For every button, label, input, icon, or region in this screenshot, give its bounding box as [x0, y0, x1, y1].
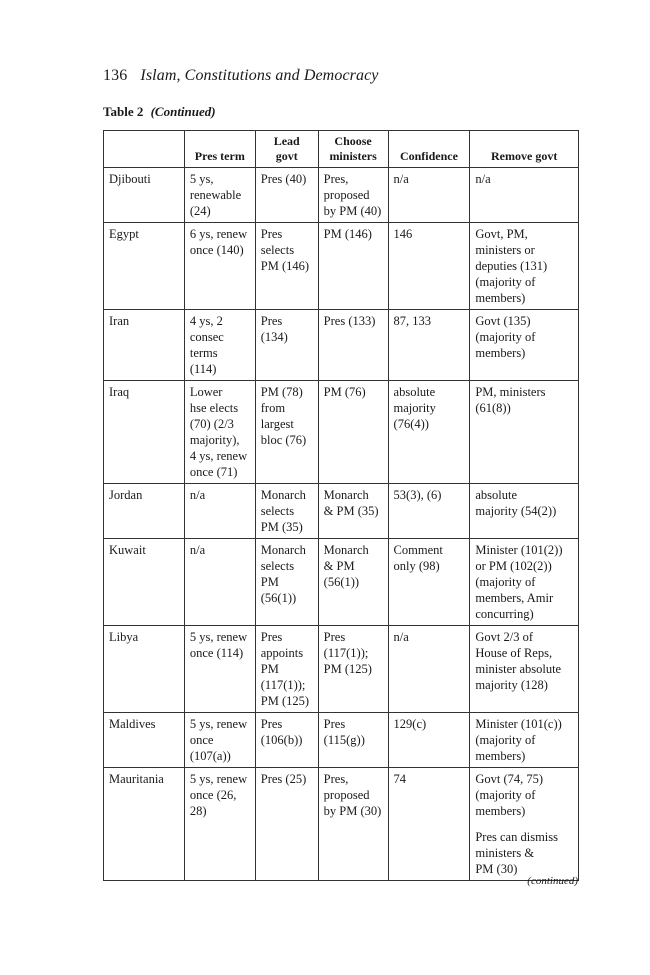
cell-line: (76(4)): [393, 417, 429, 431]
cell-line: (115(g)): [323, 733, 365, 747]
cell-line: 5 ys,: [189, 172, 214, 186]
cell-line: 53(3), (6): [393, 488, 442, 502]
cell-line: 74: [393, 772, 407, 786]
cell-paragraph: [475, 829, 574, 877]
cell-line: once (71): [189, 465, 238, 479]
cell-line: Pres: [260, 314, 283, 328]
cell-line: n/a: [189, 488, 206, 502]
cell-line: 146: [393, 227, 413, 241]
confidence-cell: [388, 539, 470, 626]
cell-line: Pres: [323, 630, 346, 644]
table-body: [104, 168, 579, 881]
choose-ministers-cell: [318, 381, 388, 484]
pres-term-cell: [184, 484, 255, 539]
cell-line: bloc (76): [260, 433, 307, 447]
remove-govt-cell: [470, 484, 579, 539]
confidence-cell: [388, 168, 470, 223]
lead-govt-cell: [255, 768, 318, 881]
choose-ministers-cell: [318, 310, 388, 381]
cell-line: & PM: [323, 559, 355, 573]
table-row: [104, 310, 579, 381]
cell-line: PM (35): [260, 520, 303, 534]
cell-line: once (114): [189, 646, 244, 660]
choose-ministers-cell: [318, 768, 388, 881]
cell-line: selects: [260, 559, 295, 573]
cell-paragraph: [475, 542, 574, 622]
cell-line: concurring): [475, 607, 534, 621]
cell-line: Pres: [323, 717, 346, 731]
table-caption-label: Table 2: [103, 104, 144, 119]
cell-line: (majority of: [475, 330, 536, 344]
country-cell: Iran: [104, 310, 185, 381]
cell-line: or PM (102(2)): [475, 559, 552, 573]
cell-line: (107(a)): [189, 749, 231, 763]
cell-line: Comment: [393, 543, 443, 557]
lead-govt-cell: [255, 381, 318, 484]
column-header-line: govt: [275, 149, 298, 163]
cell-line: Minister (101(2)): [475, 543, 563, 557]
cell-line: by PM (40): [323, 204, 382, 218]
table-caption: [103, 104, 216, 120]
cell-line: appoints: [260, 646, 304, 660]
cell-line: members): [475, 804, 526, 818]
table-row: [104, 768, 579, 881]
choose-ministers-cell: [318, 223, 388, 310]
cell-line: PM: [260, 575, 279, 589]
cell-line: (106(b)): [260, 733, 303, 747]
country-cell: Mauritania: [104, 768, 185, 881]
cell-line: 6 ys, renew: [189, 227, 248, 241]
cell-line: majority (128): [475, 678, 548, 692]
cell-line: PM (125): [323, 662, 372, 676]
cell-line: terms: [189, 346, 218, 360]
cell-line: PM (76): [323, 385, 366, 399]
governance-table: [103, 130, 579, 881]
cell-paragraph: [475, 629, 574, 693]
cell-line: members): [475, 291, 526, 305]
column-header-line: Lead: [273, 134, 300, 148]
cell-line: 4 ys, 2: [189, 314, 223, 328]
continued-note: (continued): [527, 875, 578, 887]
cell-line: proposed: [323, 188, 370, 202]
cell-line: House of Reps,: [475, 646, 553, 660]
cell-line: 5 ys, renew: [189, 717, 248, 731]
country-cell: Egypt: [104, 223, 185, 310]
cell-line: Pres can dismiss: [475, 830, 558, 844]
lead-govt-cell: [255, 713, 318, 768]
cell-line: Pres (40): [260, 172, 307, 186]
cell-line: (61(8)): [475, 401, 511, 415]
cell-line: (majority of: [475, 575, 536, 589]
cell-line: PM (146): [323, 227, 372, 241]
cell-line: (majority of: [475, 733, 536, 747]
column-header-pres-term: [184, 131, 255, 168]
cell-line: (117(1));: [260, 678, 306, 692]
cell-line: Govt, PM,: [475, 227, 528, 241]
pres-term-cell: [184, 626, 255, 713]
confidence-cell: [388, 381, 470, 484]
choose-ministers-cell: [318, 484, 388, 539]
cell-line: (majority of: [475, 788, 536, 802]
pres-term-cell: [184, 168, 255, 223]
cell-line: (56(1)): [260, 591, 297, 605]
column-header-line: Choose: [334, 134, 372, 148]
cell-line: largest: [260, 417, 294, 431]
cell-line: 28): [189, 804, 207, 818]
cell-line: n/a: [189, 543, 206, 557]
table-row: [104, 223, 579, 310]
cell-line: Pres,: [323, 772, 349, 786]
column-header-line: Remove govt: [491, 149, 558, 163]
cell-line: Govt (135): [475, 314, 531, 328]
remove-govt-cell: [470, 310, 579, 381]
lead-govt-cell: [255, 626, 318, 713]
confidence-cell: [388, 223, 470, 310]
cell-line: Pres: [260, 717, 283, 731]
cell-line: Monarch: [260, 488, 306, 502]
cell-line: PM, ministers: [475, 385, 546, 399]
cell-line: 129(c): [393, 717, 427, 731]
cell-line: Pres (25): [260, 772, 307, 786]
cell-line: PM (30): [475, 862, 518, 876]
table-row: [104, 381, 579, 484]
table-row: [104, 713, 579, 768]
cell-line: Pres,: [323, 172, 349, 186]
cell-line: Monarch: [323, 543, 369, 557]
cell-line: (134): [260, 330, 288, 344]
running-head: [103, 67, 378, 85]
country-cell: Jordan: [104, 484, 185, 539]
country-cell: Kuwait: [104, 539, 185, 626]
pres-term-cell: [184, 310, 255, 381]
cell-line: (117(1));: [323, 646, 369, 660]
choose-ministers-cell: [318, 713, 388, 768]
cell-line: Govt 2/3 of: [475, 630, 533, 644]
lead-govt-cell: [255, 310, 318, 381]
pres-term-cell: [184, 223, 255, 310]
column-header-line: ministers: [329, 149, 377, 163]
choose-ministers-cell: [318, 539, 388, 626]
remove-govt-cell: [470, 626, 579, 713]
cell-line: PM (125): [260, 694, 310, 708]
cell-line: Pres (133): [323, 314, 376, 328]
table-header: [104, 131, 579, 168]
cell-line: consec: [189, 330, 224, 344]
column-header-line: Pres term: [194, 149, 245, 163]
cell-line: PM (146): [260, 259, 310, 273]
cell-line: only (98): [393, 559, 440, 573]
country-cell: Iraq: [104, 381, 185, 484]
cell-line: (24): [189, 204, 211, 218]
cell-line: n/a: [475, 172, 491, 186]
cell-paragraph: [475, 171, 574, 187]
cell-line: ministers &: [475, 846, 535, 860]
cell-line: 5 ys, renew: [189, 772, 248, 786]
cell-paragraph: [475, 716, 574, 764]
cell-line: members, Amir: [475, 591, 554, 605]
cell-line: by PM (30): [323, 804, 382, 818]
table-row: [104, 168, 579, 223]
column-header-remove-govt: [470, 131, 579, 168]
cell-line: 4 ys, renew: [189, 449, 248, 463]
column-header-line: Confidence: [399, 149, 458, 163]
remove-govt-cell: [470, 539, 579, 626]
cell-line: (majority of: [475, 275, 536, 289]
column-header-choose-ministers: [318, 131, 388, 168]
header-row: [104, 131, 579, 168]
pres-term-cell: [184, 768, 255, 881]
cell-line: Govt (74, 75): [475, 772, 544, 786]
lead-govt-cell: [255, 168, 318, 223]
cell-line: ministers or: [475, 243, 535, 257]
country-cell: Libya: [104, 626, 185, 713]
cell-line: proposed: [323, 788, 370, 802]
remove-govt-cell: [470, 168, 579, 223]
column-header-confidence: [388, 131, 470, 168]
cell-line: from: [260, 401, 286, 415]
cell-line: renewable: [189, 188, 242, 202]
column-header-country: [104, 131, 185, 168]
cell-line: once (26,: [189, 788, 237, 802]
lead-govt-cell: [255, 223, 318, 310]
cell-line: Monarch: [260, 543, 306, 557]
cell-paragraph: [475, 226, 574, 306]
cell-line: Monarch: [323, 488, 369, 502]
confidence-cell: [388, 484, 470, 539]
cell-line: 87, 133: [393, 314, 432, 328]
cell-line: (56(1)): [323, 575, 360, 589]
table-row: [104, 484, 579, 539]
book-title: Islam, Constitutions and Democracy: [140, 67, 379, 84]
cell-line: minister absolute: [475, 662, 562, 676]
table-row: [104, 539, 579, 626]
pres-term-cell: [184, 539, 255, 626]
cell-paragraph: [475, 771, 574, 819]
column-header-lead-govt: [255, 131, 318, 168]
cell-line: (114): [189, 362, 217, 376]
cell-line: PM: [260, 662, 279, 676]
cell-line: PM (78): [260, 385, 303, 399]
remove-govt-cell: [470, 223, 579, 310]
cell-line: Minister (101(c)): [475, 717, 562, 731]
lead-govt-cell: [255, 484, 318, 539]
choose-ministers-cell: [318, 626, 388, 713]
choose-ministers-cell: [318, 168, 388, 223]
cell-line: Lower: [189, 385, 223, 399]
cell-paragraph: [475, 313, 574, 361]
cell-line: deputies (131): [475, 259, 548, 273]
cell-line: selects: [260, 243, 295, 257]
cell-line: once (140): [189, 243, 244, 257]
remove-govt-cell: [470, 713, 579, 768]
cell-line: members): [475, 346, 526, 360]
country-cell: Djibouti: [104, 168, 185, 223]
pres-term-cell: [184, 713, 255, 768]
confidence-cell: [388, 768, 470, 881]
page-number: 136: [103, 67, 128, 84]
cell-line: hse elects: [189, 401, 239, 415]
cell-line: n/a: [393, 172, 409, 186]
cell-line: n/a: [393, 630, 409, 644]
lead-govt-cell: [255, 539, 318, 626]
pres-term-cell: [184, 381, 255, 484]
cell-line: (70) (2/3: [189, 417, 234, 431]
cell-line: majority: [393, 401, 436, 415]
cell-line: majority (54(2)): [475, 504, 557, 518]
cell-line: members): [475, 749, 526, 763]
table-caption-note: (Continued): [150, 104, 216, 119]
cell-line: & PM (35): [323, 504, 379, 518]
cell-line: once: [189, 733, 214, 747]
confidence-cell: [388, 310, 470, 381]
cell-line: Pres: [260, 630, 283, 644]
cell-line: absolute: [393, 385, 436, 399]
cell-paragraph: [475, 487, 574, 519]
confidence-cell: [388, 713, 470, 768]
remove-govt-cell: [470, 768, 579, 881]
cell-line: Pres: [260, 227, 283, 241]
cell-line: absolute: [475, 488, 518, 502]
cell-paragraph: [475, 384, 574, 416]
cell-line: majority),: [189, 433, 240, 447]
table-row: [104, 626, 579, 713]
cell-line: 5 ys, renew: [189, 630, 248, 644]
cell-line: selects: [260, 504, 295, 518]
remove-govt-cell: [470, 381, 579, 484]
country-cell: Maldives: [104, 713, 185, 768]
confidence-cell: [388, 626, 470, 713]
